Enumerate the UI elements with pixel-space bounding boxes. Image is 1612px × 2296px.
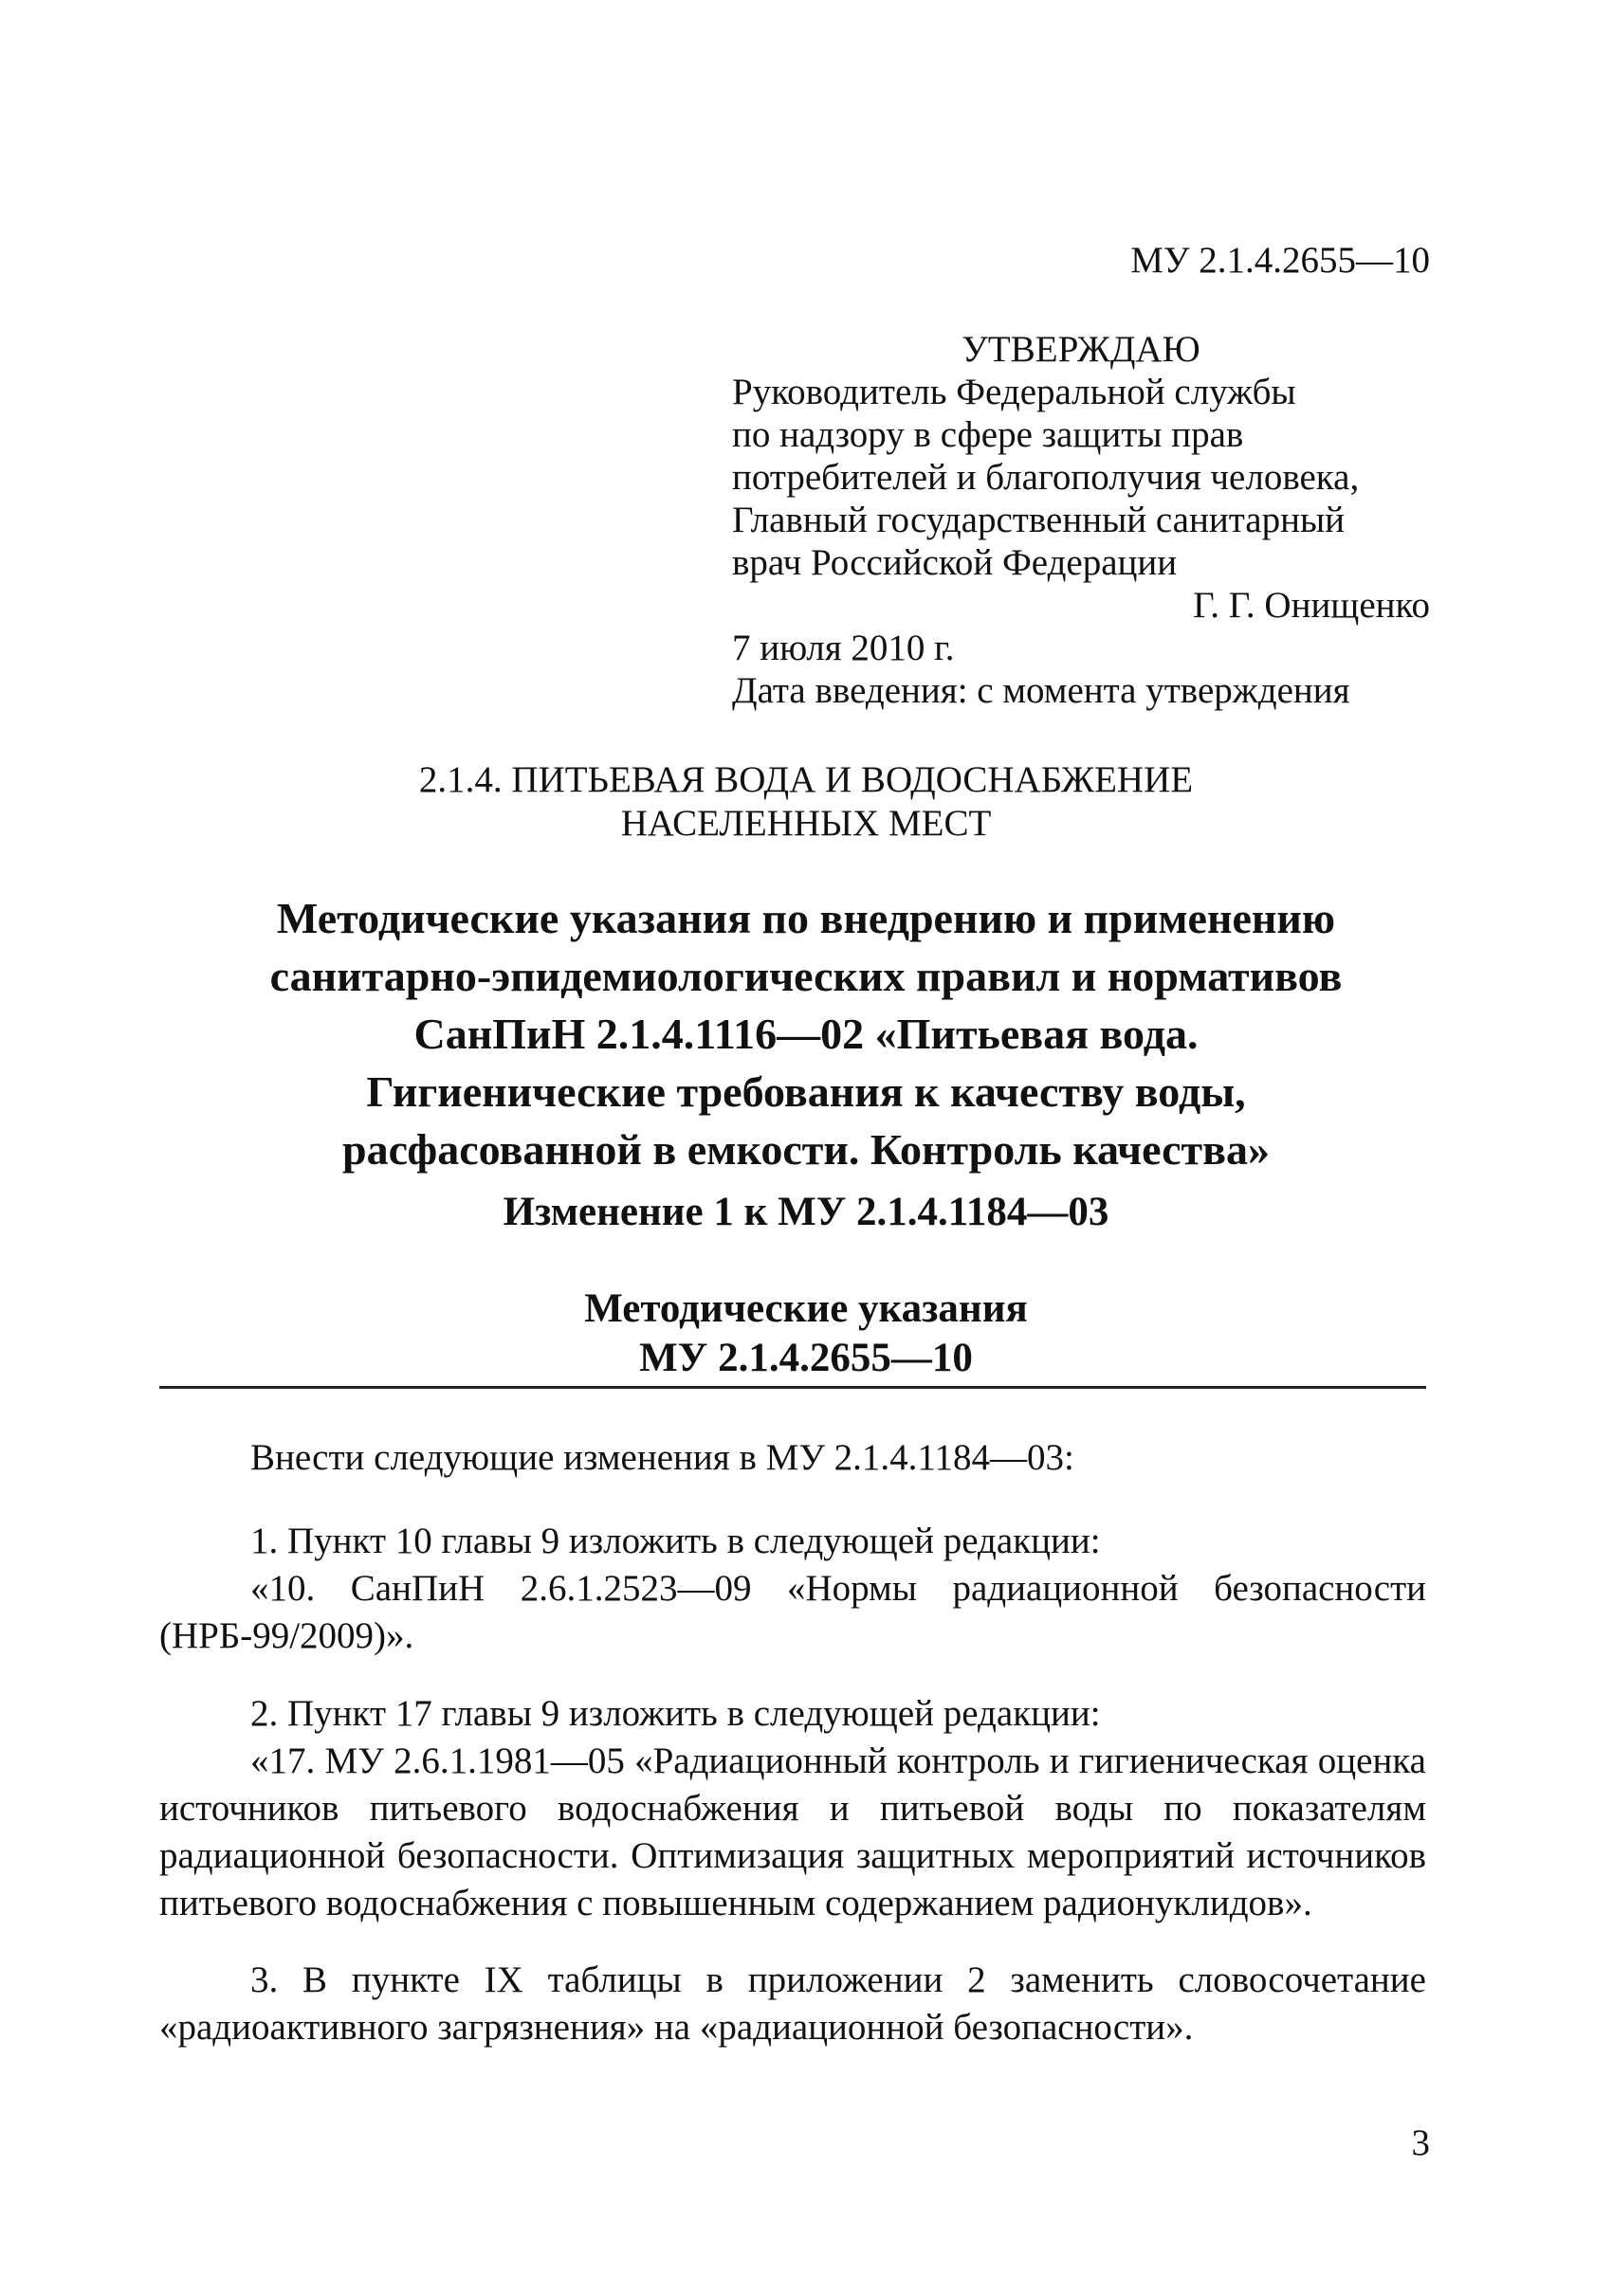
guidelines-title-line: МУ 2.1.4.2655—10 [639,1336,973,1380]
approval-effective-date: Дата введения: с момента утверждения [732,670,1350,711]
page-number: 3 [1411,2123,1430,2163]
guidelines-title-line: Методические указания [584,1286,1028,1331]
document-code: МУ 2.1.4.2655—10 [1130,240,1430,281]
change-item-text: «10. СанПиН 2.6.1.2523—09 «Нормы радиационной безопасности (НРБ-99/2009)». [159,1568,1426,1656]
approval-position-line: Главный государственный санитарный [732,500,1346,540]
document-title [152,889,1460,1178]
document-title-line: расфасованной в емкости. Контроль качества» [342,1125,1270,1174]
change-item-1 [159,1518,1426,1660]
change-title: Изменение 1 к МУ 2.1.4.1184—03 [503,1190,1109,1234]
approval-signer: Г. Г. Онищенко [1193,585,1430,626]
section-heading-line: НАСЕЛЕННЫХ МЕСТ [620,803,992,844]
approval-position-line: потребителей и благополучия человека, [732,457,1360,498]
document-title-line: Гигиенические требования к качеству воды, [366,1067,1246,1116]
approval-date: 7 июля 2010 г. [732,628,955,668]
change-item-text: «17. МУ 2.6.1.1981—05 «Радиационный контроль и гигиеническая оценка источников питьевого водоснабжения и питьевой воды по показателям радиационной безопасности. Оптимизация защитных мероприятий источников питьевого водоснабжения с повышенным содержанием радионуклидов». [159,1740,1426,1923]
approval-block [732,328,1430,712]
section-heading-line: 2.1.4. ПИТЬЕВАЯ ВОДА И ВОДОСНАБЖЕНИЕ [418,759,1194,800]
change-item-2 [159,1690,1426,1927]
approval-title: УТВЕРЖДАЮ [962,329,1200,370]
approval-position-line: врач Российской Федерации [732,542,1178,583]
change-item-3 [159,1957,1426,2051]
document-title-line: санитарно-эпидемиологических правил и нормативов [269,952,1343,1000]
title-divider [159,1386,1426,1389]
approval-position-line: по надзору в сфере защиты прав [732,414,1244,455]
change-item-head: 2. Пункт 17 главы 9 изложить в следующей редакции: [250,1693,1101,1734]
document-title-line: СанПиН 2.1.4.1116—02 «Питьевая вода. [413,1010,1199,1058]
intro-text: Внести следующие изменения в МУ 2.1.4.1184—03: [250,1437,1074,1478]
intro-paragraph [159,1434,1426,1482]
approval-position-line: Руководитель Федеральной службы [732,372,1296,412]
document-title-line: Методические указания по внедрению и применению [276,894,1336,942]
change-item-head: 1. Пункт 10 главы 9 изложить в следующей редакции: [250,1521,1101,1561]
section-heading [284,758,1328,846]
guidelines-title [152,1285,1460,1383]
change-item-head: 3. В пункте IX таблицы в приложении 2 заменить словосочетание «радиоактивного загрязнения» на «радиационной безопасности». [159,1959,1426,2048]
